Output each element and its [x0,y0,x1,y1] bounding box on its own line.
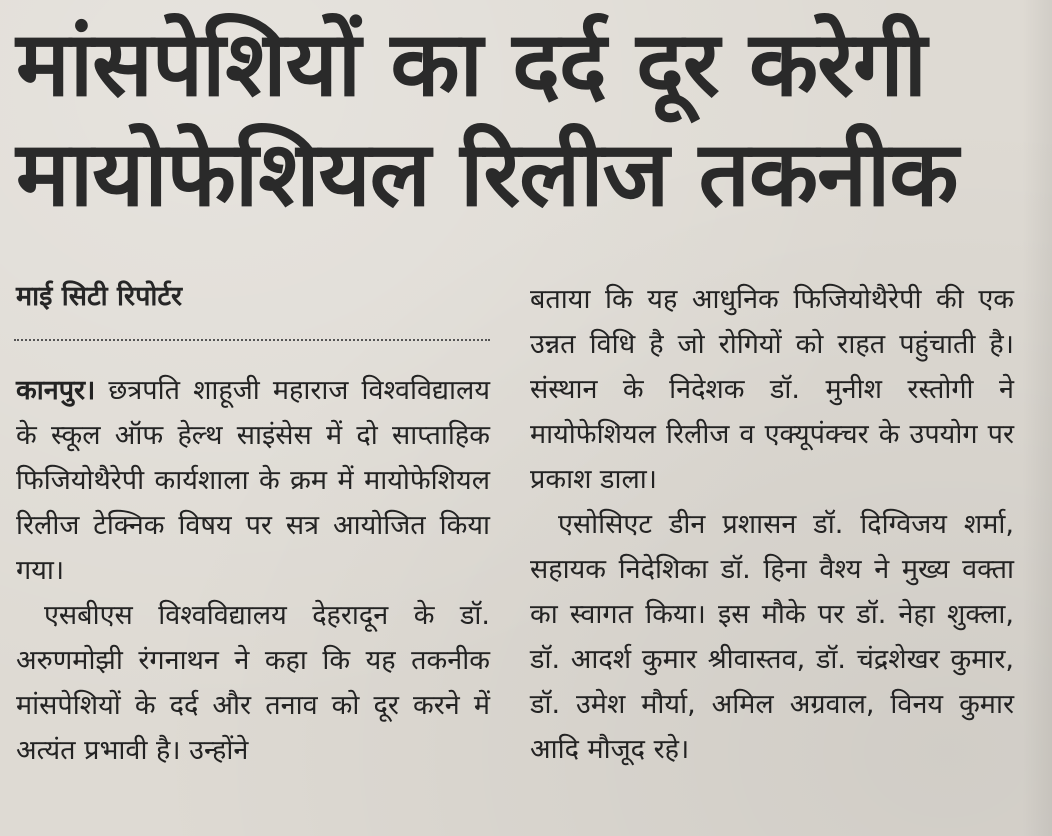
byline: माई सिटी रिपोर्टर [16,281,183,312]
headline-line-2: मायोफेशियल रिलीज तकनीक [16,122,958,227]
article-paragraph: बताया कि यह आधुनिक फिजियोथैरेपी की एक उन्नत विधि है जो रोगियों को राहत पहुंचाती है। संस्थान के निदेशक डॉ. मुनीश रस्तोगी ने मायोफेशियल रिलीज व एक्यूपंक्चर के उपयोग पर प्रकाश डाला। [530,284,1014,495]
byline-divider [14,339,490,341]
article-paragraph: एसोसिएट डीन प्रशासन डॉ. दिग्विजय शर्मा, सहायक निदेशिका डॉ. हिना वैश्य ने मुख्य वक्ता का स्वागत किया। इस मौके पर डॉ. नेहा शुक्ला, डॉ. आदर्श कुमार श्रीवास्तव, डॉ. चंद्रशेखर कुमार, डॉ. उमेश मौर्या, अमिल अग्रवाल, विनय कुमार आदि मौजूद रहे। [530,509,1014,765]
headline-line-1: मांसपेशियों का दर्द दूर करेगी [16,12,926,117]
article-paragraph [16,368,490,593]
paragraph-text: छत्रपति शाहूजी महाराज विश्वविद्यालय के स्कूल ऑफ हेल्थ साइंसेस में दो साप्ताहिक फिजियोथैरेपी कार्यशाला के क्रम में मायोफेशियल रिलीज टेक्निक विषय पर सत्र आयोजित किया गया। [16,375,490,586]
article-paragraph: एसबीएस विश्वविद्यालय देहरादून के डॉ. अरुणमोझी रंगनाथन ने कहा कि यह तकनीक मांसपेशियों के दर्द और तनाव को दूर करने में अत्यंत प्रभावी है। उन्होंने [16,600,490,766]
page-edge-shadow [1022,0,1052,836]
dateline: कानपुर। [16,375,96,406]
article-column-left [16,368,490,773]
article-column-right [530,277,1014,772]
